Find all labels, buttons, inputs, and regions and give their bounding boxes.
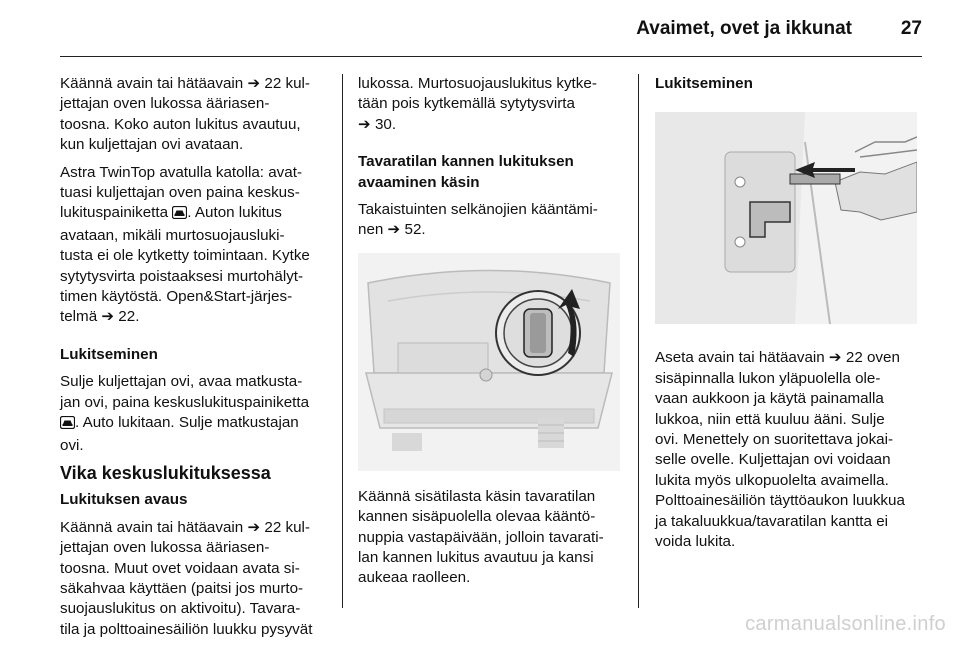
car-lock-button-icon (172, 205, 187, 225)
page-header (0, 0, 960, 50)
column-1 (60, 74, 332, 647)
car-lock-button-icon (60, 415, 75, 435)
paragraph-continued: lukossa. Murtosuojauslukitus kytke- tään pois kytkemällä sytytysvirta ➔ 30. (358, 75, 597, 133)
paragraph-locking (60, 372, 332, 456)
header-rule (60, 56, 922, 57)
subheading-unlocking: Lukituksen avaus (60, 491, 188, 509)
door-lock-illustration (655, 112, 917, 324)
paragraph-door-locking: Aseta avain tai hätäavain ➔ 22 oven sisäpinnalla lukon yläpuolella ole- vaan aukkoon ja käytä painamalla lukkoa, niin että kuuluu ääni. Sulje ovi. Menettely on suoritettava jokai- selle ovelle. Kuljettajan ovi voidaan lukita myös ulkopuolelta avaimella. Polttoainesäiliön täyttöaukon luukkua ja takaluukkua/tavaratilan kantta ei voida lukita. (655, 349, 905, 551)
page-title: Avaimet, ovet ja ikkunat (636, 18, 852, 39)
section-heading-central-lock-fault: Vika keskuslukituksessa (60, 462, 271, 483)
trunk-lock-illustration (358, 253, 620, 471)
paragraph-locking-part2: . Auto lukitaan. Sulje matkustajan ovi. (60, 414, 299, 454)
subheading-locking: Lukitseminen (60, 345, 158, 363)
paragraph-unlocking: Käännä avain tai hätäavain ➔ 22 kul- jettajan oven lukossa ääriasen- toosna. Muut ovet voidaan avata si- säkahvaa käyttäen (paitsi jos murto- suojauslukitus on aktivoitu). Tavara- tila ja polttoainesäiliön luukku pysyvät (60, 518, 313, 638)
paragraph-trunk-knob: Käännä sisätilasta käsin tavaratilan kannen sisäpuolella olevaa kääntö- nuppia vastapäivään, jolloin tavarati- lan kannen lukitus avautuu ja kansi aukeaa raolleen. (358, 487, 604, 587)
paragraph-locking-part1: Sulje kuljettajan ovi, avaa matkusta- jan ovi, paina keskuslukituspainiketta (60, 373, 310, 411)
page-number: 27 (900, 18, 922, 39)
paragraph-unlock-key: Käännä avain tai hätäavain ➔ 22 kul- jettajan oven lukossa ääriasen- toosna. Koko auton lukitus avautuu, kun kuljettajan ovi avataan. (60, 75, 310, 154)
paragraph-twintop (60, 163, 332, 328)
paragraph-seatback-ref: Takaistuinten selkänojien kääntämi- nen ➔ 52. (358, 201, 598, 239)
paragraph-twintop-part2: . Auton lukitus avataan, mikäli murtosuojausluki- tusta ei ole kytketty toimintaan. Kytke sytytysvirta poistaaksesi murtohälyt- timen käytöstä. Open&Start-järjes- telmä ➔ 22. (60, 204, 310, 326)
column-divider-1 (342, 74, 343, 608)
column-2 (358, 74, 628, 596)
column-3 (655, 74, 925, 559)
column-divider-2 (638, 74, 639, 608)
watermark: carmanualsonline.info (745, 613, 946, 635)
paragraph-twintop-part1: Astra TwinTop avatulla katolla: avat- tuasi kuljettajan oven paina keskus- lukituspainiketta (60, 163, 302, 222)
subheading-locking-2: Lukitseminen (655, 75, 753, 92)
subheading-trunk-manual-unlock: Tavaratilan kannen lukituksen avaaminen käsin (358, 153, 574, 191)
